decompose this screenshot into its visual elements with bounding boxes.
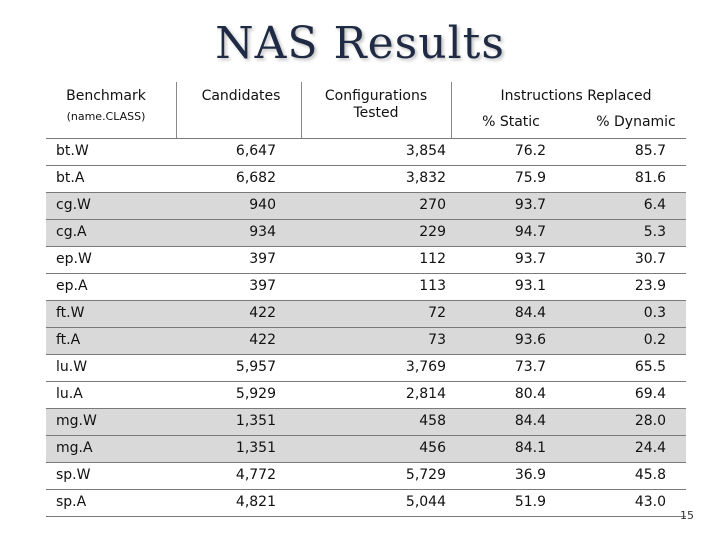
- cell-static: 84.4: [514, 413, 546, 429]
- cell-static: 76.2: [514, 143, 546, 159]
- cell-candidates: 6,682: [235, 170, 276, 186]
- table-row: [46, 246, 686, 273]
- header-static: % Static: [482, 114, 540, 130]
- table-row: [46, 327, 686, 354]
- table-row: [46, 165, 686, 192]
- cell-configurations: 456: [419, 440, 446, 456]
- cell-dynamic: 5.3: [643, 224, 666, 240]
- cell-dynamic: 0.2: [643, 332, 666, 348]
- results-table: [46, 138, 686, 517]
- cell-static: 93.1: [514, 278, 546, 294]
- cell-candidates: 422: [249, 305, 276, 321]
- cell-static: 93.6: [514, 332, 546, 348]
- cell-configurations: 72: [428, 305, 446, 321]
- table-row: [46, 462, 686, 489]
- cell-dynamic: 0.3: [643, 305, 666, 321]
- cell-benchmark: mg.W: [56, 413, 97, 429]
- cell-configurations: 3,854: [405, 143, 446, 159]
- cell-benchmark: ep.A: [56, 278, 88, 294]
- cell-static: 84.1: [514, 440, 546, 456]
- cell-benchmark: sp.A: [56, 494, 87, 510]
- cell-dynamic: 81.6: [634, 170, 666, 186]
- header-benchmark-sub: (name.CLASS): [66, 110, 146, 123]
- cell-dynamic: 65.5: [634, 359, 666, 375]
- cell-benchmark: lu.A: [56, 386, 83, 402]
- cell-dynamic: 85.7: [634, 143, 666, 159]
- table-row: [46, 138, 686, 165]
- cell-static: 36.9: [514, 467, 546, 483]
- cell-configurations: 2,814: [405, 386, 446, 402]
- cell-dynamic: 45.8: [634, 467, 666, 483]
- cell-candidates: 422: [249, 332, 276, 348]
- cell-candidates: 397: [249, 251, 276, 267]
- cell-static: 51.9: [514, 494, 546, 510]
- table-row: [46, 273, 686, 300]
- cell-configurations: 5,044: [405, 494, 446, 510]
- header-candidates: Candidates: [201, 88, 281, 104]
- cell-benchmark: cg.W: [56, 197, 91, 213]
- cell-configurations: 229: [419, 224, 446, 240]
- cell-benchmark: bt.W: [56, 143, 89, 159]
- table-row: [46, 354, 686, 381]
- cell-dynamic: 24.4: [634, 440, 666, 456]
- cell-benchmark: ft.A: [56, 332, 81, 348]
- cell-configurations: 270: [419, 197, 446, 213]
- cell-static: 80.4: [514, 386, 546, 402]
- header-benchmark: Benchmark: [66, 88, 146, 104]
- cell-dynamic: 69.4: [634, 386, 666, 402]
- cell-benchmark: sp.W: [56, 467, 91, 483]
- table-row: [46, 489, 686, 517]
- cell-dynamic: 28.0: [634, 413, 666, 429]
- cell-candidates: 1,351: [235, 413, 276, 429]
- cell-benchmark: ep.W: [56, 251, 92, 267]
- table-row: [46, 408, 686, 435]
- cell-static: 93.7: [514, 197, 546, 213]
- cell-benchmark: bt.A: [56, 170, 85, 186]
- cell-configurations: 458: [419, 413, 446, 429]
- cell-candidates: 4,772: [235, 467, 276, 483]
- header-instructions-replaced: Instructions Replaced: [500, 88, 652, 104]
- cell-dynamic: 6.4: [643, 197, 666, 213]
- table-row: [46, 219, 686, 246]
- cell-dynamic: 43.0: [634, 494, 666, 510]
- cell-benchmark: mg.A: [56, 440, 93, 456]
- cell-static: 94.7: [514, 224, 546, 240]
- cell-static: 75.9: [514, 170, 546, 186]
- cell-configurations: 113: [419, 278, 446, 294]
- cell-benchmark: lu.W: [56, 359, 88, 375]
- cell-configurations: 73: [428, 332, 446, 348]
- cell-static: 93.7: [514, 251, 546, 267]
- table-row: [46, 435, 686, 462]
- cell-dynamic: 23.9: [634, 278, 666, 294]
- cell-benchmark: cg.A: [56, 224, 87, 240]
- cell-dynamic: 30.7: [634, 251, 666, 267]
- table-row: [46, 381, 686, 408]
- cell-configurations: 5,729: [405, 467, 446, 483]
- cell-candidates: 4,821: [235, 494, 276, 510]
- cell-candidates: 397: [249, 278, 276, 294]
- cell-static: 73.7: [514, 359, 546, 375]
- cell-candidates: 5,957: [235, 359, 276, 375]
- cell-configurations: 3,769: [405, 359, 446, 375]
- table-header: [46, 82, 686, 138]
- cell-candidates: 940: [249, 197, 276, 213]
- cell-candidates: 934: [249, 224, 276, 240]
- cell-configurations: 3,832: [405, 170, 446, 186]
- cell-candidates: 1,351: [235, 440, 276, 456]
- header-dynamic: % Dynamic: [596, 114, 676, 130]
- cell-candidates: 6,647: [235, 143, 276, 159]
- slide-title: NAS Results: [215, 18, 505, 69]
- table-row: [46, 300, 686, 327]
- cell-configurations: 112: [419, 251, 446, 267]
- header-configurations: Configurations Tested: [324, 88, 428, 121]
- table-row: [46, 192, 686, 219]
- page-number: 15: [680, 509, 694, 522]
- cell-candidates: 5,929: [235, 386, 276, 402]
- cell-static: 84.4: [514, 305, 546, 321]
- cell-benchmark: ft.W: [56, 305, 85, 321]
